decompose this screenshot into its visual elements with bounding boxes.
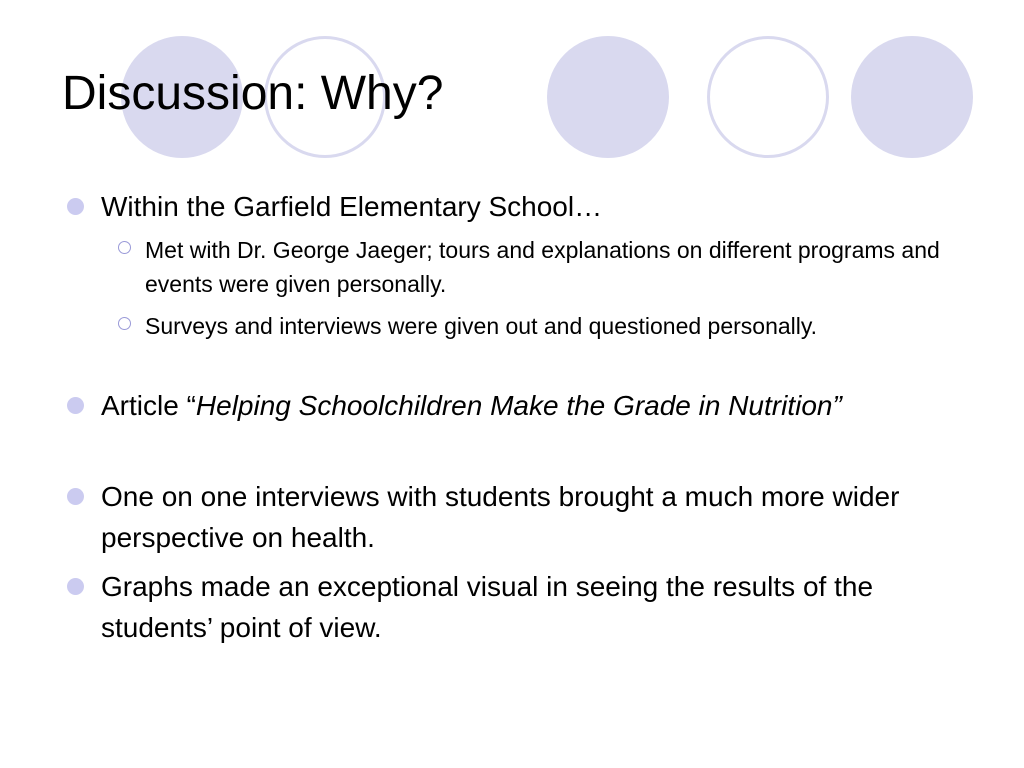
decorative-circle-filled bbox=[547, 36, 669, 158]
bullet-text-prefix: Article “ bbox=[101, 390, 196, 421]
article-title: Helping Schoolchildren Make the Grade in Nutrition” bbox=[195, 390, 842, 421]
bullet-text: One on one interviews with students brought a much more wider perspective on health. bbox=[101, 481, 900, 553]
sub-bullet-item bbox=[145, 233, 965, 301]
sub-bullet-item bbox=[145, 309, 965, 343]
bullet-item bbox=[101, 385, 971, 426]
bullet-dot-icon bbox=[67, 198, 84, 215]
bullet-text: Within the Garfield Elementary School… bbox=[101, 191, 603, 222]
slide-title: Discussion: Why? bbox=[62, 67, 444, 120]
decorative-circle-filled bbox=[851, 36, 973, 158]
bullet-item bbox=[101, 476, 971, 558]
sub-bullet-text: Surveys and interviews were given out and questioned personally. bbox=[145, 313, 818, 339]
sub-bullet-text: Met with Dr. George Jaeger; tours and explanations on different programs and events were given personally. bbox=[145, 237, 940, 297]
bullet-item bbox=[101, 566, 971, 648]
bullet-dot-icon bbox=[67, 488, 84, 505]
bullet-dot-icon bbox=[67, 397, 84, 414]
bullet-dot-icon bbox=[67, 578, 84, 595]
bullet-item bbox=[101, 186, 971, 227]
sub-bullet-ring-icon bbox=[118, 241, 131, 254]
bullet-text: Graphs made an exceptional visual in seeing the results of the students’ point of view. bbox=[101, 571, 874, 643]
sub-bullet-ring-icon bbox=[118, 317, 131, 330]
decorative-circle-outline bbox=[707, 36, 829, 158]
